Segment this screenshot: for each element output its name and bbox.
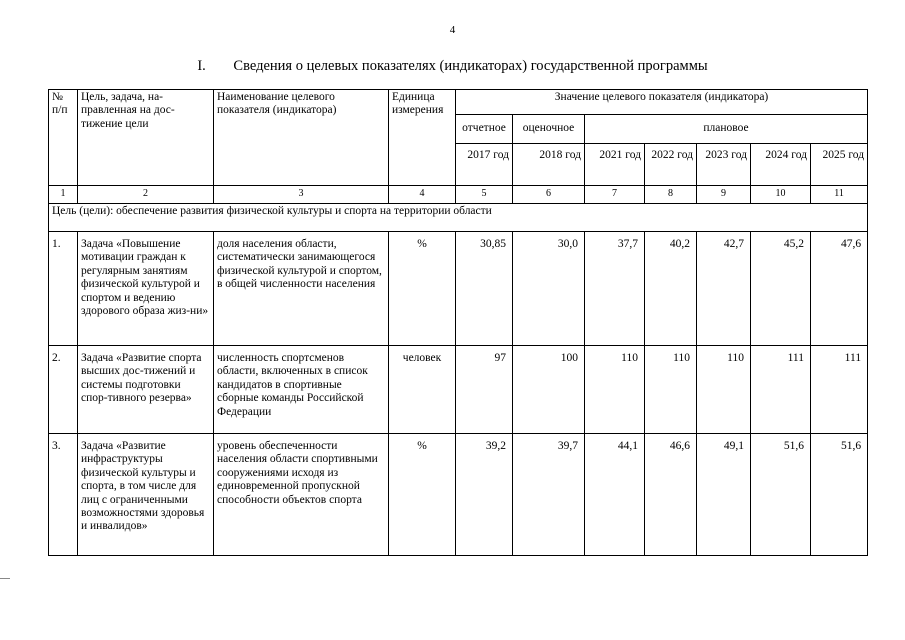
row-task: Задача «Повышение мотивации граждан к регулярным занятиям физической культурой и спортом и ведению здорового образа жиз-ни» — [78, 232, 214, 346]
row-value: 111 — [811, 346, 868, 434]
row-indicator: уровень обеспеченности населения области спортивными сооружениями исходя из единовременной пропускной способности объектов спорта — [214, 434, 389, 556]
row-value: 30,0 — [513, 232, 585, 346]
header-value-group: Значение целевого показателя (индикатора) — [456, 90, 868, 115]
header-year: 2024 год — [751, 144, 811, 186]
row-value: 30,85 — [456, 232, 513, 346]
column-number: 8 — [645, 186, 697, 204]
header-goal: Цель, задача, на-правленная на дос-тижение цели — [78, 90, 214, 186]
header-num: № п/п — [49, 90, 78, 186]
row-unit: человек — [389, 346, 456, 434]
row-value: 51,6 — [811, 434, 868, 556]
row-unit: % — [389, 232, 456, 346]
header-year: 2017 год — [456, 144, 513, 186]
row-indicator: численность спортсменов области, включенных в список кандидатов в спортивные сборные команды Российской Федерации — [214, 346, 389, 434]
row-value: 110 — [645, 346, 697, 434]
page-number: 4 — [449, 24, 456, 36]
column-number: 9 — [697, 186, 751, 204]
header-year: 2025 год — [811, 144, 868, 186]
header-year: 2023 год — [697, 144, 751, 186]
row-value: 44,1 — [585, 434, 645, 556]
header-indicator: Наименование целевого показателя (индикатора) — [214, 90, 389, 186]
column-number: 4 — [389, 186, 456, 204]
row-unit: % — [389, 434, 456, 556]
goal-row — [49, 204, 868, 232]
header-unit: Единица измерения — [389, 90, 456, 186]
row-value: 45,2 — [751, 232, 811, 346]
row-value: 39,7 — [513, 434, 585, 556]
column-number: 11 — [811, 186, 868, 204]
row-value: 42,7 — [697, 232, 751, 346]
row-task: Задача «Развитие инфраструктуры физической культуры и спорта, в том числе для лиц с ограниченными возможностями здоровья и инвалидов» — [78, 434, 214, 556]
table-row — [49, 434, 868, 556]
header-reported: отчетное — [456, 115, 513, 144]
row-num: 1. — [49, 232, 78, 346]
column-number: 3 — [214, 186, 389, 204]
row-indicator: доля населения области, систематически занимающегося физической культурой и спортом, в общей численности населения — [214, 232, 389, 346]
section-number: I. — [197, 58, 206, 74]
goal-text: Цель (цели): обеспечение развития физической культуры и спорта на территории области — [49, 204, 868, 232]
section-heading — [0, 58, 905, 75]
table-row — [49, 232, 868, 346]
row-value: 100 — [513, 346, 585, 434]
scan-mark — [0, 578, 10, 579]
indicators-table — [48, 89, 868, 556]
section-title: Сведения о целевых показателях (индикаторах) государственной программы — [233, 58, 708, 74]
row-value: 111 — [751, 346, 811, 434]
column-number: 1 — [49, 186, 78, 204]
column-number: 2 — [78, 186, 214, 204]
row-value: 46,6 — [645, 434, 697, 556]
header-planned: плановое — [585, 115, 868, 144]
column-number: 5 — [456, 186, 513, 204]
table-row — [49, 346, 868, 434]
row-value: 97 — [456, 346, 513, 434]
header-year: 2021 год — [585, 144, 645, 186]
row-value: 110 — [585, 346, 645, 434]
column-number-row — [49, 186, 868, 204]
row-value: 40,2 — [645, 232, 697, 346]
row-value: 39,2 — [456, 434, 513, 556]
row-value: 47,6 — [811, 232, 868, 346]
column-number: 7 — [585, 186, 645, 204]
row-value: 110 — [697, 346, 751, 434]
row-num: 2. — [49, 346, 78, 434]
header-year: 2018 год — [513, 144, 585, 186]
header-year: 2022 год — [645, 144, 697, 186]
row-num: 3. — [49, 434, 78, 556]
header-row-1 — [49, 90, 868, 115]
column-number: 10 — [751, 186, 811, 204]
row-value: 51,6 — [751, 434, 811, 556]
row-value: 37,7 — [585, 232, 645, 346]
header-estimated: оценочное — [513, 115, 585, 144]
row-value: 49,1 — [697, 434, 751, 556]
column-number: 6 — [513, 186, 585, 204]
row-task: Задача «Развитие спорта высших дос-тижений и системы подготовки спор-тивного резерва» — [78, 346, 214, 434]
